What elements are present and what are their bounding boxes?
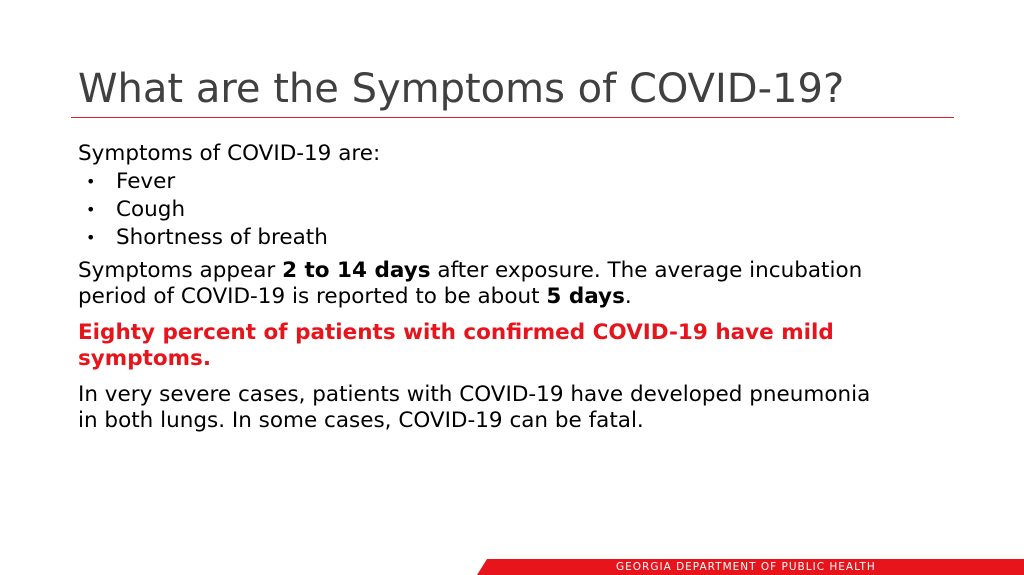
symptom-list (78, 168, 878, 252)
bullet-icon: • (86, 172, 96, 191)
symptoms-intro: Symptoms of COVID-19 are: (78, 141, 381, 166)
mild-symptoms-statement: Eighty percent of patients with confirmed COVID-19 have mild symptoms. (78, 320, 834, 371)
onset-text-1: Symptoms appear (78, 258, 283, 283)
symptom-label: Shortness of breath (116, 225, 328, 250)
onset-range: 2 to 14 days (282, 258, 431, 283)
symptom-item-fever (78, 168, 878, 196)
footer-organization: GEORGIA DEPARTMENT OF PUBLIC HEALTH (616, 561, 876, 573)
symptom-item-shortness-of-breath (78, 224, 878, 252)
onset-paragraph (78, 258, 878, 310)
onset-text-2: after exposure. The average incubation period of COVID-19 is reported to be about (78, 258, 863, 309)
slide-content (78, 140, 878, 434)
symptom-label: Cough (116, 197, 186, 222)
slide-title: What are the Symptoms of COVID-19? (78, 66, 845, 112)
onset-text-3: . (624, 284, 632, 309)
bullet-icon: • (86, 200, 96, 219)
severe-cases-statement: In very severe cases, patients with COVID-19 have developed pneumonia in both lungs. In some cases, COVID-19 can be fatal. (78, 382, 871, 433)
title-divider (71, 117, 954, 118)
symptom-label: Fever (116, 169, 176, 194)
bullet-icon: • (86, 228, 96, 247)
incubation-period: 5 days (546, 284, 625, 309)
symptom-item-cough (78, 196, 878, 224)
